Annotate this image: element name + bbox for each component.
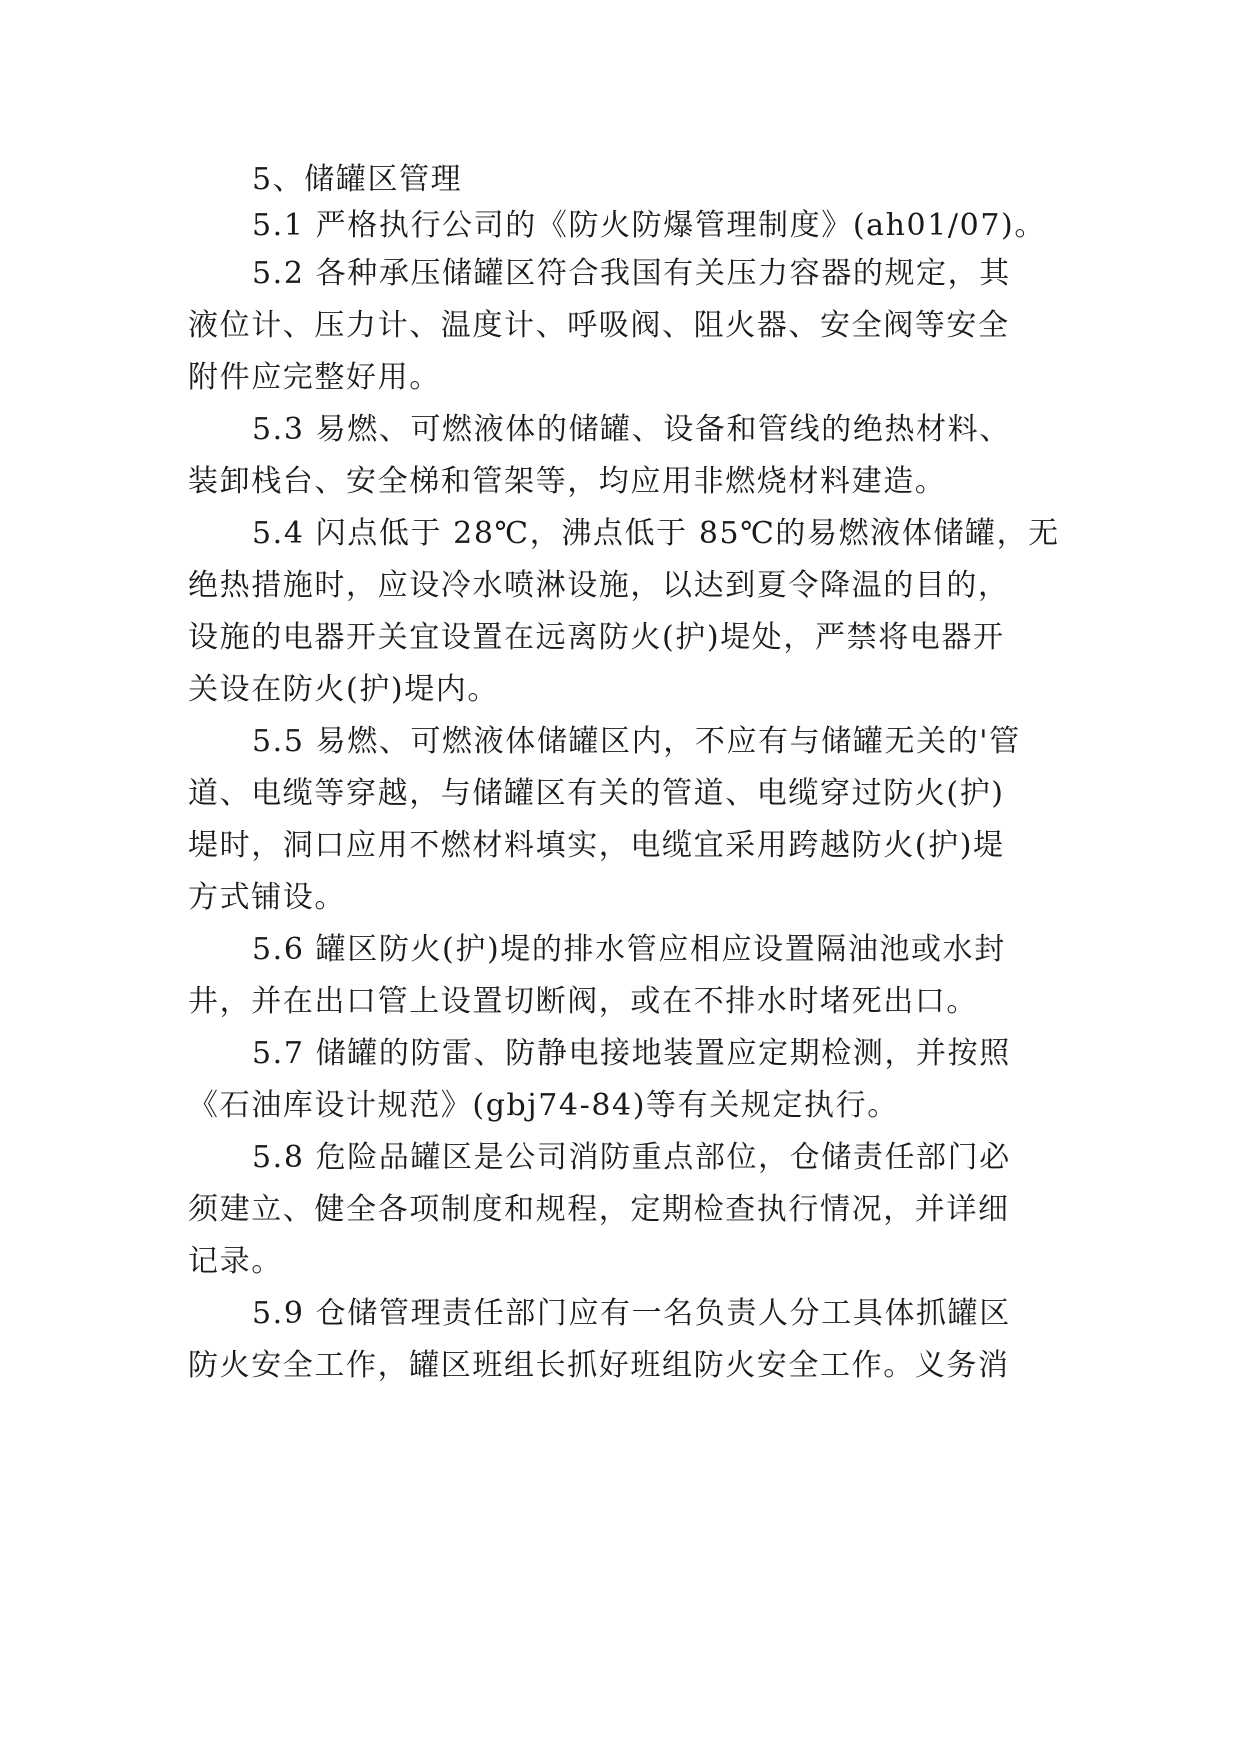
clause-5-6-line-1: 5.6 罐区防火(护)堤的排水管应相应设置隔油池或水封 <box>252 932 1006 967</box>
clause-5-4-line-2: 绝热措施时，应设冷水喷淋设施，以达到夏令降温的目的， <box>188 568 1010 603</box>
clause-5-1: 5.1 严格执行公司的《防火防爆管理制度》(ah01/07)。 <box>252 208 1046 243</box>
clause-5-4-line-4: 关设在防火(护)堤内。 <box>188 672 500 707</box>
clause-5-5-line-2: 道、电缆等穿越，与储罐区有关的管道、电缆穿过防火(护) <box>188 776 1005 811</box>
clause-5-8-line-1: 5.8 危险品罐区是公司消防重点部位，仓储责任部门必 <box>252 1140 1011 1175</box>
clause-5-6-line-2: 井，并在出口管上设置切断阀，或在不排水时堵死出口。 <box>188 984 978 1019</box>
clause-5-5-line-3: 堤时，洞口应用不燃材料填实，电缆宜采用跨越防火(护)堤 <box>188 828 1005 863</box>
clause-5-5-line-4: 方式铺设。 <box>188 880 346 915</box>
clause-5-9-line-1: 5.9 仓储管理责任部门应有一名负责人分工具体抓罐区 <box>252 1296 1011 1331</box>
clause-5-4-line-1: 5.4 闪点低于 28℃，沸点低于 85℃的易燃液体储罐，无 <box>252 516 1060 551</box>
clause-5-2-line-2: 液位计、压力计、温度计、呼吸阀、阻火器、安全阀等安全 <box>188 308 1010 343</box>
section-heading: 5、储罐区管理 <box>252 162 463 197</box>
clause-5-9-line-2: 防火安全工作，罐区班组长抓好班组防火安全工作。义务消 <box>188 1348 1010 1383</box>
clause-5-2-line-1: 5.2 各种承压储罐区符合我国有关压力容器的规定，其 <box>252 256 1011 291</box>
clause-5-3-line-2: 装卸栈台、安全梯和管架等，均应用非燃烧材料建造。 <box>188 464 947 499</box>
clause-5-2-line-3: 附件应完整好用。 <box>188 360 441 395</box>
clause-5-8-line-2: 须建立、健全各项制度和规程，定期检查执行情况，并详细 <box>188 1192 1010 1227</box>
clause-5-4-line-3: 设施的电器开关宜设置在远离防火(护)堤处，严禁将电器开 <box>188 620 1005 655</box>
clause-5-7-line-1: 5.7 储罐的防雷、防静电接地装置应定期检测，并按照 <box>252 1036 1011 1071</box>
clause-5-7-line-2: 《石油库设计规范》(gbj74-84)等有关规定执行。 <box>188 1088 899 1123</box>
clause-5-5-line-1: 5.5 易燃、可燃液体储罐区内，不应有与储罐无关的'管 <box>252 724 1021 759</box>
clause-5-3-line-1: 5.3 易燃、可燃液体的储罐、设备和管线的绝热材料、 <box>252 412 1011 447</box>
clause-5-8-line-3: 记录。 <box>188 1244 283 1279</box>
